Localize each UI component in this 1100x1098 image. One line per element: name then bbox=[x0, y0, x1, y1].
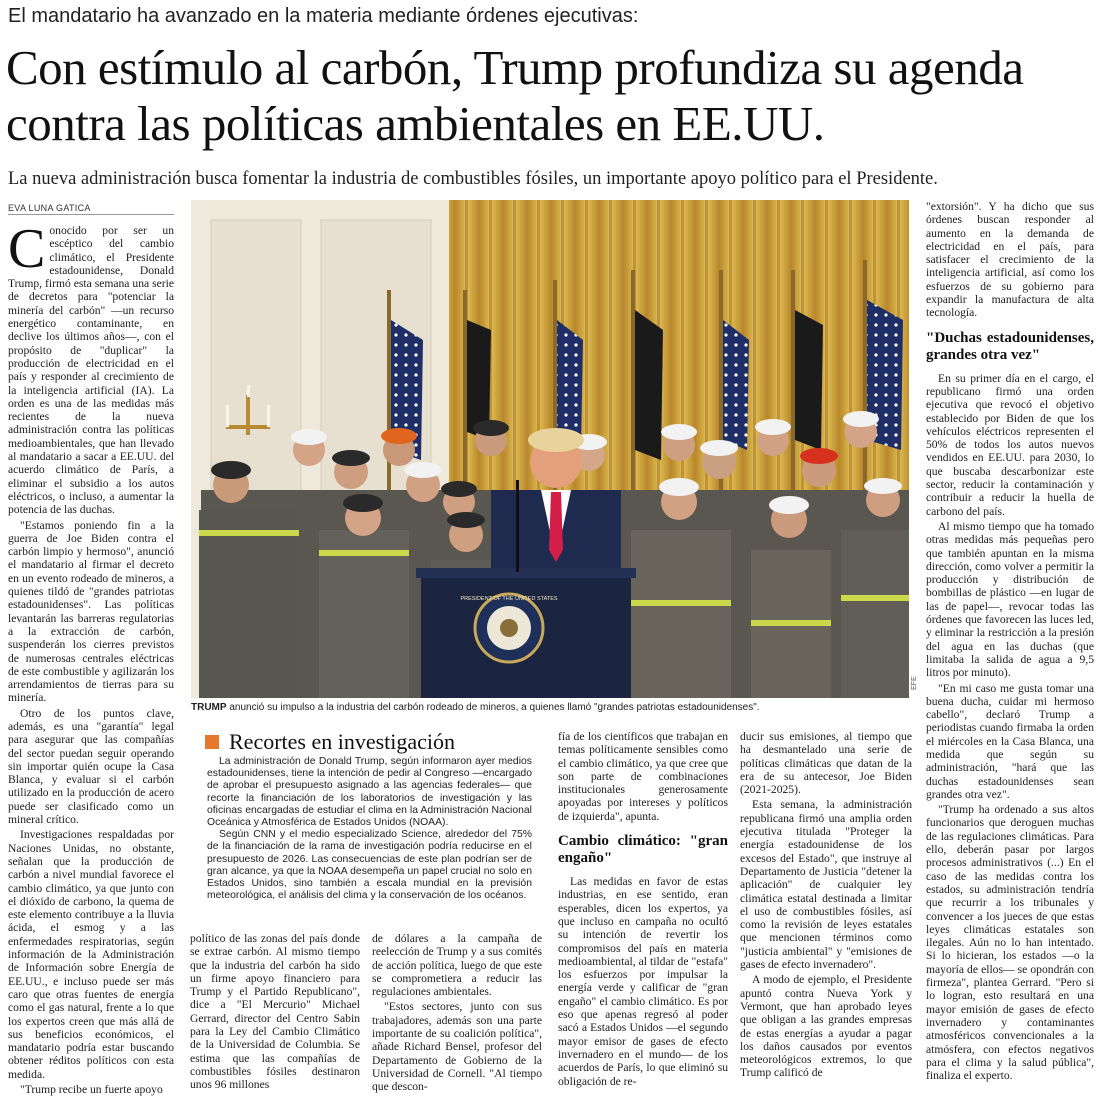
seal-text: PRESIDENT OF THE UNITED STATES bbox=[460, 596, 558, 602]
photo-credit: EFE bbox=[911, 676, 918, 690]
article-column-6: "extorsión". Y ha dicho que sus órdenes buscan responder al aumento en la demanda de electricidad en el país, para satisfacer el crecimiento de la inteligencia artificial, así como los esfuerzos de su gobierno para expandir la manufactura de alta tecnología. "Duchas estadounidenses, grandes otra vez" En su primer día en el cargo, el republicano firmó una orden ejecutiva que revocó el objetivo establecido por Biden de que los vehículos eléctricos representen el 50% de todos los autos nuevos vendidos en EE.UU. para 2030, lo que buscaba descarbonizar este sector, reducir la contaminación y contribuir a reducir la huella de carbono del país. Al mismo tiempo que ha tomado otras medidas más pequeñas pero que también apuntan en la misma dirección, como volver a permitir la producción y distribución de bombillas de plástico —en lugar de las de papel—, revocar todas las órdenes que favorecen las luces led, y eliminar la restricción a la presión del agua en las duchas (que limitaba la salida de agua a 9,5 litros por minuto). "En mi caso me gusta tomar una buena ducha, cuidar mi hermoso cabello", declaró Trump a periodistas cuando firmaba la orden el miércoles en la Casa Blanca, una medida que según su administración, "hará que las duchas estadounidenses sean grandes otra vez". "Trump ha ordenado a sus altos funcionarios que deroguen muchas de las regulaciones climáticas. Para ello, deberán pasar por largos procesos administrativos (...) En el caso de las medidas contra los estados, su administración tendría que recurrir a los tribunales y convencer a los jueces de que estas leyes climáticas estatales son ilegales. Aún no lo han intentado. Si lo hicieran, los estados —o la mayoría de ellos— se opondrán con firmeza", plantea Gerrard. "Pero si lo logran, esto resultará en una mayor emisión de gases de efecto invernadero y contaminantes atmosféricos convencionales a la atmósfera, con efectos negativos para el clima y la salud pública", finaliza el experto. bbox=[926, 200, 1094, 1083]
box-title: Recortes en investigación bbox=[205, 730, 565, 754]
paragraph: Investigaciones respaldadas por Naciones Unidas, no obstante, señalan que la producción de carbón a nivel mundial favorece el cambio climático, ya que junto con el dióxido de carbono, la quema de este elemento contribuye a la lluvia ácida, el esmog y a las enfermedades respiratorias, según información de la Administración de Información sobre Energía de EE.UU., e incluso puede ser más caro que otras fuentes de energía como el gas natural, frente a lo que los expertos creen que más allá de sus beneficios económicos, el mandatario podría estar buscando obtener réditos políticos con esta medida. bbox=[8, 828, 174, 1081]
paragraph: "Estamos poniendo fin a la guerra de Joe Biden contra el carbón limpio y hermoso", anunció el mandatario al firmar el decreto en un evento rodeado de mineros, a quienes tildó de "grandes patriotas estadounidenses". Las políticas levantarán las barreras regulatorias a la extracción de carbón, suspenderán los cierres previstos de numerosas centrales eléctricas de este combustible y agilizarán los arrendamientos de tierras para su minería. bbox=[8, 518, 174, 705]
article-column-2: político de las zonas del país donde se extrae carbón. Al mismo tiempo que la industria del carbón ha sido un firme apoyo financiero para Trump y el Partido Republicano", dice a "El Mercurio" Michael Gerrard, director del Centro Sabin para la Ley del Cambio Climático de la Universidad de Columbia. Se estima que las compañías de combustibles fósiles destinaron unos 96 millones bbox=[190, 932, 360, 1092]
paragraph: "Trump recibe un fuerte apoyo bbox=[20, 1083, 163, 1096]
headline: Con estímulo al carbón, Trump profundiza su agenda contra las políticas ambientales en EE.UU. bbox=[6, 40, 1024, 151]
article-column-3: de dólares a la campaña de reelección de Trump y a sus comités de acción política, luego de que este se comprometiera a reducir las regulaciones ambientales. "Estos sectores, junto con sus trabajadores, además son una parte importante de su coalición política", añade Richard Bensel, profesor del Departamento de Gobierno de la Universidad de Cornell. "Al tiempo que descon- bbox=[372, 932, 542, 1094]
main-photo bbox=[191, 200, 909, 698]
lead-paragraph: Conocido por ser un escéptico del cambio climático, el Presidente estadounidense, Donald Trump, firmó esta semana una serie de decretos para "potenciar la minería del carbón" —un recurso energético contaminante, en declive los últimos años—, con el propósito de "duplicar" la producción de electricidad en el país y responder al crecimiento de la inteligencia artificial (IA). La orden es una de las medidas más recientes de la nueva administración contra las políticas medioambientales, que han llevado al mandatario a sacar a EE.UU. del acuerdo climático de París, a eliminar el subsidio a los autos eléctricos, o incluso, a aumentar la potencia de las duchas. bbox=[8, 218, 174, 517]
photo-caption: TRUMP anunció su impulso a la industria del carbón rodeado de mineros, a quienes llamó "grandes patriotas estadounidenses". bbox=[191, 702, 760, 713]
subhead-cambio-climatico: Cambio climático: "gran engaño" bbox=[558, 833, 728, 867]
subhead-duchas: "Duchas estadounidenses, grandes otra vez" bbox=[926, 329, 1094, 363]
section-square-icon bbox=[205, 735, 219, 749]
article-column-4: fía de los científicos que trabajan en temas políticamente sensibles como el cambio climático, ya que cree que son parte de combinaciones institucionales generosamente apoyadas por intereses y políticos de izquierda", apunta. Cambio climático: "gran engaño" Las medidas en favor de estas industrias, en ese sentido, eran esperables, dicen los expertos, ya que incluso en campaña no ocultó su intención de revertir los compromisos del país en materia medioambiental, al tildar de "estafa" los esfuerzos por impulsar la energía verde y calificar de "gran engaño" el cambio climático. Es por eso que apenas regresó al poder sacó a Estados Unidos —el segundo mayor emisor de gases de efecto invernadero en el mundo— de los acuerdos de París, lo que eliminó su obligación de re- bbox=[558, 730, 728, 1088]
article-column-5: ducir sus emisiones, al tiempo que ha desmantelado una serie de políticas climáticas que datan de la era de su antecesor, Joe Biden (2021-2025). Esta semana, la administración republicana firmó una amplia orden ejecutiva titulada "Proteger la energía estadounidense de los excesos del Estado", que instruye al Departamento de Justicia "detener la aplicación" de cualquier ley climática estatal destinada a limitar el uso de combustibles fósiles, así como la revisión de leyes estatales que mencionen términos como "justicia ambiental" y "emisiones de gases de efecto invernadero". A modo de ejemplo, el Presidente apuntó contra Nueva York y Vermont, que han aprobado leyes que obligan a las grandes empresas de estas energías a ayudar a pagar los daños causados por eventos meteorológicos extremos, lo que Trump calificó de bbox=[740, 730, 912, 1080]
article-column-1 bbox=[8, 218, 174, 1098]
box-body: La administración de Donald Trump, según informaron ayer medios estadounidenses, tiene la intención de pedir al Congreso —encargado de aprobar el presupuesto asignado a las agencias federales— que recorte la financiación de los laboratorios de investigación y las oficinas encargadas de estudiar el clima en la Administración Nacional Oceánica y Atmosférica de Estados Unidos (NOAA). Según CNN y el medio especializado Science, alrededor del 75% de la financiación de la rama de investigación podría reducirse en el presupuesto de 2026. Las consecuencias de este plan podrían ser de gran alcance, ya que la NOAA desempeña un papel crucial no solo en Estados Unidos, sino también a escala mundial en la previsión meteorológica, el análisis del clima y la conservación de los océanos. bbox=[207, 756, 532, 902]
byline: EVA LUNA GATICA bbox=[8, 203, 174, 215]
drop-cap: C bbox=[8, 218, 46, 280]
paragraph: Otro de los puntos clave, además, es una "garantía" legal para asegurar que las compañías del sector puedan seguir operando sin importar quién ocupe la Casa Blanca, y evaluar si el carbón utilizado en la producción de acero puede ser clasificado como un mineral crítico. bbox=[8, 706, 174, 827]
deck: La nueva administración busca fomentar la industria de combustibles fósiles, un importante apoyo político para el Presidente. bbox=[8, 169, 938, 189]
kicker: El mandatario ha avanzado en la materia mediante órdenes ejecutivas: bbox=[8, 5, 639, 27]
